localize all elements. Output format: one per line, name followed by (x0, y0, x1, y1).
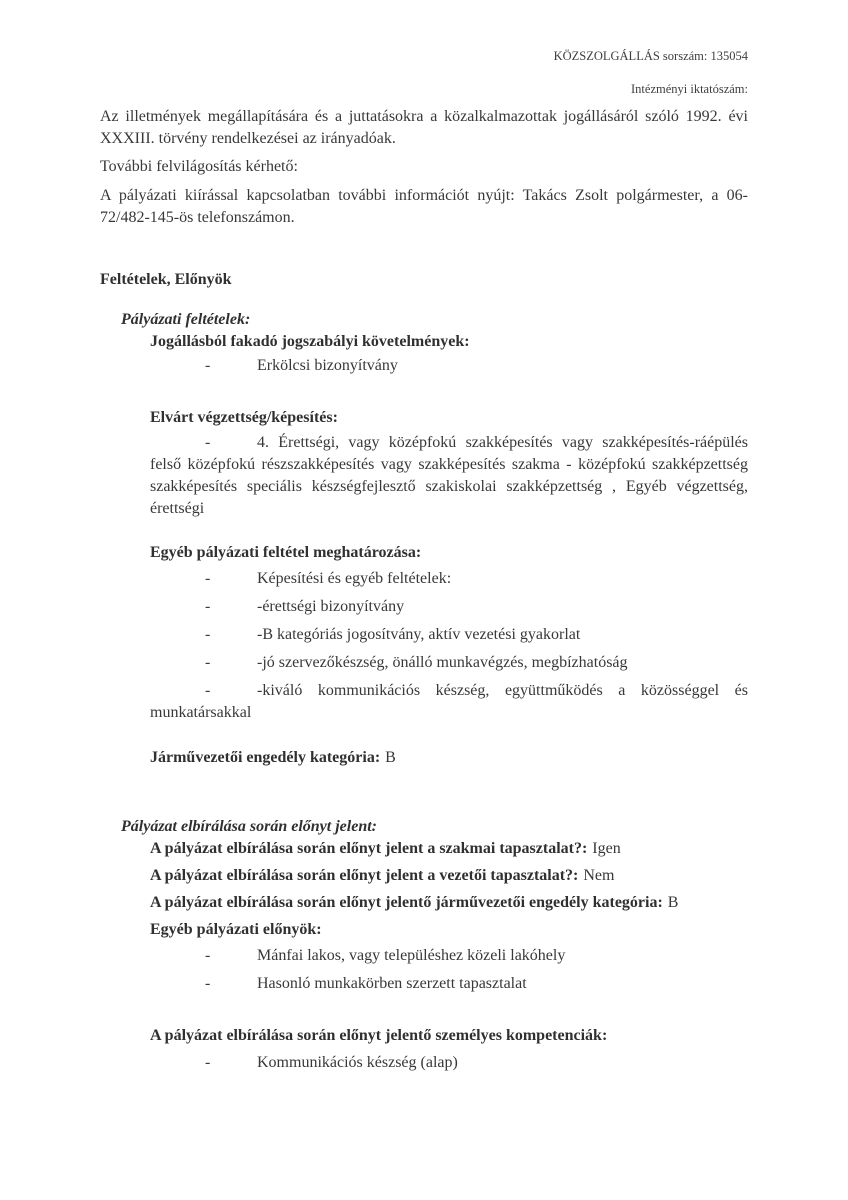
legal-requirements-heading: Jogállásból fakadó jogszabályi követelmények: (150, 333, 470, 350)
other-advantages-heading: Egyéb pályázati előnyök: (150, 921, 322, 938)
list-item (150, 1052, 748, 1074)
list-item (150, 652, 748, 674)
section-title: Feltételek, Előnyök (100, 271, 232, 288)
bullet-dash: - (205, 654, 211, 671)
further-info-label: További felvilágosítás kérhető: (100, 158, 298, 175)
education-text: 4. Érettségi, vagy középfokú szakképesítés vagy szakképesítés-ráépülés felső középfokú részszakképesítés vagy szakképesítés szakma - középfokú szakképzettség szakképesítés speciális készségfejlesztő szakiskolai szakképzettség , Egyéb végzettség, érettségi (150, 434, 748, 517)
list-item-text: Hasonló munkakörben szerzett tapasztalat (257, 975, 527, 992)
header-serial-number: KÖZSZOLGÁLLÁS sorszám: 135054 (553, 49, 748, 63)
list-item-text: Erkölcsi bizonyítvány (257, 357, 398, 374)
list-item (150, 624, 748, 646)
bullet-dash: - (205, 434, 211, 451)
driving-license-line (150, 747, 748, 769)
list-item-text: Kommunikációs készség (alap) (257, 1054, 458, 1071)
bullet-dash: - (205, 626, 211, 643)
qa-label: A pályázat elbírálása során előnyt jelent a szakmai tapasztalat?: (150, 840, 588, 857)
list-item (150, 596, 748, 618)
bullet-dash: - (205, 570, 211, 587)
other-conditions-heading: Egyéb pályázati feltétel meghatározása: (150, 544, 422, 561)
education-paragraph (150, 432, 748, 520)
qa-line-leadership-experience (150, 865, 748, 887)
qa-value: Nem (583, 867, 615, 884)
bullet-dash: - (205, 975, 211, 992)
conditions-title: Pályázati feltételek: (121, 311, 251, 328)
driving-license-label: Járművezetői engedély kategória: (150, 749, 381, 766)
list-item-text: -érettségi bizonyítvány (257, 598, 405, 615)
list-item (150, 945, 748, 967)
education-heading: Elvárt végzettség/képesítés: (150, 409, 338, 426)
qa-label: A pályázat elbírálása során előnyt jelentő járművezetői engedély kategória: (150, 894, 663, 911)
list-item-text: -kiváló kommunikációs készség, együttműködés a közösséggel és munkatársakkal (150, 682, 748, 721)
list-item (150, 680, 748, 724)
intro-law-paragraph: Az illetmények megállapítására és a juttatásokra a közalkalmazottak jogállásáról szóló 1992. évi XXXIII. törvény rendelkezései az irányadóak. (100, 108, 748, 147)
bullet-dash: - (205, 1054, 211, 1071)
qa-line-license-category (150, 892, 748, 914)
qa-value: Igen (592, 840, 621, 857)
bullet-dash: - (205, 598, 211, 615)
qa-line-professional-experience (150, 838, 748, 860)
bullet-dash: - (205, 947, 211, 964)
list-item-text: -B kategóriás jogosítvány, aktív vezetési gyakorlat (257, 626, 581, 643)
qa-value: B (667, 894, 679, 911)
driving-license-value: B (385, 749, 396, 766)
personal-competencies-heading: A pályázat elbírálása során előnyt jelentő személyes kompetenciák: (150, 1027, 608, 1044)
bullet-dash: - (205, 357, 211, 374)
advantages-title: Pályázat elbírálása során előnyt jelent: (121, 818, 377, 835)
list-item-text: -jó szervezőkészség, önálló munkavégzés, megbízhatóság (257, 654, 628, 671)
list-item-text: Mánfai lakos, vagy településhez közeli lakóhely (257, 947, 566, 964)
qa-label: A pályázat elbírálása során előnyt jelent a vezetői tapasztalat?: (150, 867, 579, 884)
list-item (150, 973, 748, 995)
list-item (150, 568, 748, 590)
header-registry-number-label: Intézményi iktatószám: (631, 82, 748, 96)
contact-paragraph: A pályázati kiírással kapcsolatban további információt nyújt: Takács Zsolt polgármester, a 06-72/482-145-ös telefonszámon. (100, 187, 748, 226)
bullet-dash: - (205, 682, 211, 699)
list-item-text: Képesítési és egyéb feltételek: (257, 570, 452, 587)
list-item (150, 355, 748, 377)
